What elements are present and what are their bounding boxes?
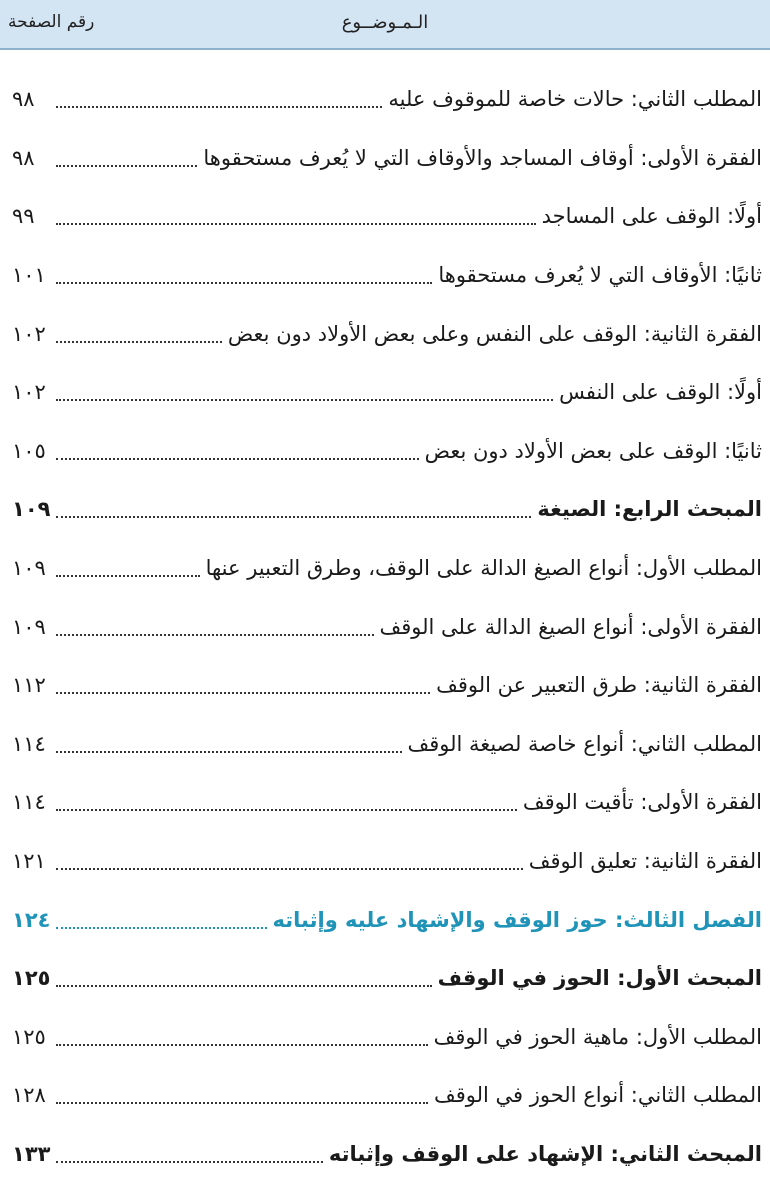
toc-entry[interactable] [0,129,770,188]
toc-entry-page: ١٠٩ [12,614,46,639]
toc-entry-page: ٩٩ [12,204,35,229]
toc-entry-page: ١٠٢ [12,321,46,346]
toc-entry-page: ٩٨ [12,87,35,112]
dot-leader [56,634,374,636]
toc-entry-title: المطلب الثاني: حالات خاصة للموقوف عليه [388,87,762,112]
toc-entry-title: المطلب الثاني: أنواع خاصة لصيغة الوقف [407,731,762,756]
toc-entry[interactable] [0,1008,770,1067]
dot-leader [56,809,517,811]
toc-entry-page: ١١٤ [12,790,46,815]
table-header [0,0,770,50]
toc-entry[interactable] [0,187,770,246]
dot-leader [56,223,536,225]
toc-entry[interactable] [0,246,770,305]
dot-leader [56,399,553,401]
toc-entry-title: الفقرة الثانية: تعليق الوقف [528,849,762,874]
toc-entry-title: ثانيًا: الأوقاف التي لا يُعرف مستحقوها [438,263,762,288]
toc-entry-title: الفصل الثالث: حوز الوقف والإشهاد عليه وإثباته [272,907,762,932]
toc-entry-title: الفقرة الأولى: أنواع الصيغ الدالة على الوقف [379,614,762,639]
dot-leader [56,751,402,753]
dot-leader [56,1102,428,1104]
topic-column-header: الـمـوضــوع [341,12,429,33]
toc-entry-title: الفقرة الثانية: طرق التعبير عن الوقف [436,673,762,698]
dot-leader [56,927,266,929]
toc-entry[interactable] [0,656,770,715]
toc-entry[interactable] [0,715,770,774]
toc-entry[interactable] [0,539,770,598]
toc-entry[interactable] [0,304,770,363]
dot-leader [56,575,200,577]
toc-entry-page: ١٢٨ [12,1083,46,1108]
toc-entry-title: المطلب الأول: أنواع الصيغ الدالة على الوقف، وطرق التعبير عنها [205,556,762,581]
toc-entry[interactable] [0,363,770,422]
dot-leader [56,282,432,284]
dot-leader [56,106,382,108]
dot-leader [56,516,531,518]
toc-entry-title: أولًا: الوقف على المساجد [541,204,762,229]
toc-entry-page: ١٠٩ [12,556,46,581]
toc-entry-page: ١٢١ [12,849,46,874]
dot-leader [56,868,523,870]
table-of-contents [0,70,770,1183]
toc-entry-section[interactable] [0,949,770,1008]
page-number-column-header: رقم الصفحة [8,12,95,32]
toc-entry[interactable] [0,773,770,832]
toc-entry[interactable] [0,422,770,481]
toc-entry-page: ١٠٢ [12,380,46,405]
toc-entry-title: ثانيًا: الوقف على بعض الأولاد دون بعض [424,438,762,463]
toc-entry-page: ١٠٩ [12,497,51,522]
toc-entry-page: ١٢٥ [12,1024,46,1049]
toc-entry-page: ١٢٥ [12,966,51,991]
toc-entry-title: المبحث الأول: الحوز في الوقف [437,966,762,991]
dot-leader [56,165,197,167]
toc-entry-title: الفقرة الثانية: الوقف على النفس وعلى بعض الأولاد دون بعض [227,321,762,346]
toc-entry-page: ١١٢ [12,673,46,698]
toc-entry-page: ١١٤ [12,731,46,756]
dot-leader [56,1161,322,1163]
toc-entry-title: أولًا: الوقف على النفس [559,380,762,405]
toc-entry-title: المبحث الثاني: الإشهاد على الوقف وإثباته [328,1141,762,1166]
toc-entry-title: المطلب الثاني: أنواع الحوز في الوقف [433,1083,762,1108]
toc-entry-page: ١٠١ [12,263,46,288]
dot-leader [56,692,430,694]
toc-entry-title: المطلب الأول: ماهية الحوز في الوقف [433,1024,762,1049]
toc-entry-title: الفقرة الأولى: تأقيت الوقف [522,790,762,815]
toc-entry-title: الفقرة الأولى: أوقاف المساجد والأوقاف التي لا يُعرف مستحقوها [203,145,762,170]
toc-entry-page: ٩٨ [12,145,35,170]
toc-entry-title: المبحث الرابع: الصيغة [537,497,762,522]
toc-entry-chapter[interactable] [0,890,770,949]
dot-leader [56,1044,428,1046]
toc-entry[interactable] [0,597,770,656]
toc-entry-page: ١٢٤ [12,907,51,932]
dot-leader [56,458,419,460]
dot-leader [56,341,222,343]
toc-entry-section[interactable] [0,1125,770,1184]
toc-entry-page: ١٣٣ [12,1141,51,1166]
toc-entry[interactable] [0,832,770,891]
toc-entry[interactable] [0,70,770,129]
toc-entry-section[interactable] [0,480,770,539]
toc-entry-page: ١٠٥ [12,438,46,463]
toc-entry[interactable] [0,1066,770,1125]
dot-leader [56,985,431,987]
